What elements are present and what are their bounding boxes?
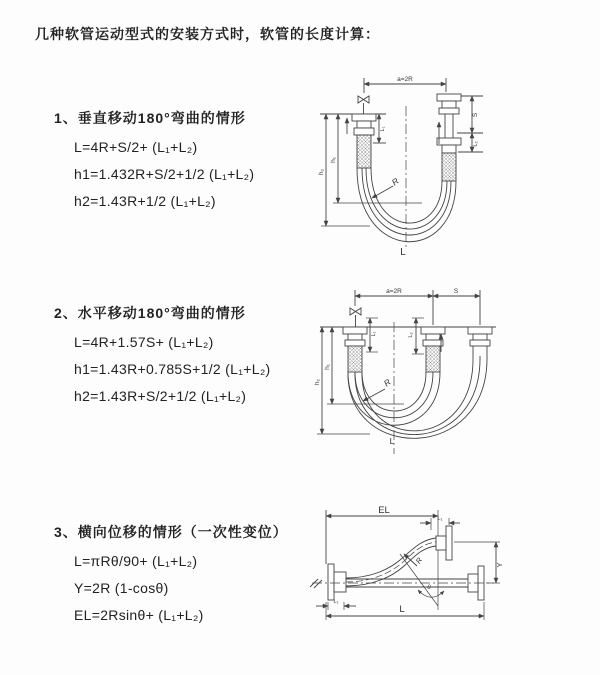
section1-heading: 1、垂直移动180°弯曲的情形 <box>54 110 246 126</box>
hose-inner-wall <box>371 168 442 223</box>
formula-s1-h1: h1=1.432R+S/2+1/2 (L₁+L₂) <box>74 166 255 182</box>
formula-s2-h2: h2=1.43R+S/2+1/2 (L₁+L₂) <box>74 388 247 404</box>
formula-s1-h2: h2=1.43R+1/2 (L₁+L₂) <box>74 193 216 209</box>
dim-label-el: EL <box>378 505 390 516</box>
formula-s3-el: EL=2Rsinθ+ (L₁+L₂) <box>74 607 204 623</box>
dim-label-l1: L₁ <box>371 331 377 337</box>
dim-label-s: S <box>472 112 479 118</box>
dim-label-theta: θ <box>427 585 431 591</box>
valve-icon <box>358 96 369 103</box>
dim-label-r: R <box>389 175 401 188</box>
dim-label-h1: h₁ <box>330 157 337 163</box>
dim-label-y: Y <box>495 562 504 568</box>
dim-label-h2: h₂ <box>314 378 321 386</box>
braided-hose-section <box>357 135 371 168</box>
braided-hose-section <box>442 153 456 181</box>
diagram-lateral-displacement <box>298 498 600 646</box>
dim-label-l-bottom: L <box>399 604 405 615</box>
formula-s2-l: L=4R+1.57S+ (L₁+L₂) <box>74 334 214 350</box>
flange-plate <box>328 564 334 600</box>
diagram-vertical-180-bend <box>306 68 594 264</box>
dim-label-l2: L₂ <box>408 332 414 338</box>
dim-label-h1: h₁ <box>324 364 331 370</box>
formula-s1-l: L=4R+S/2+ (L₁+L₂) <box>74 139 198 155</box>
s-curve-hose-wall <box>346 538 436 578</box>
page-title: 几种软管运动型式的安装方式时，软管的长度计算： <box>35 26 380 42</box>
dim-label-l1-top: L₁ <box>437 516 443 522</box>
diagram1-linework <box>320 78 483 248</box>
dim-label-l-bottom: L <box>389 436 395 446</box>
formula-s2-h1: h1=1.43R+0.785S+1/2 (L₁+L₂) <box>74 361 271 377</box>
valve-icon <box>350 308 361 315</box>
flange-plate <box>446 526 452 560</box>
dim-label-l1: L₁ <box>380 126 386 132</box>
dim-label-a2r: a=2R <box>386 288 402 295</box>
formula-s3-l: L=πRθ/90+ (L₁+L₂) <box>74 553 198 569</box>
section3-heading: 3、横向位移的情形（一次性变位） <box>54 524 288 540</box>
radius-leader-arrow <box>372 186 393 198</box>
section2-heading: 2、水平移动180°弯曲的情形 <box>54 305 246 321</box>
diagram2-linework <box>317 290 496 454</box>
braided-hose-section <box>348 346 362 372</box>
section2-formulas <box>74 329 271 410</box>
formula-s3-y: Y=2R (1-cosθ) <box>74 580 169 596</box>
dim-label-l2: L₂ <box>473 141 479 147</box>
diagram3-linework <box>310 510 500 620</box>
dim-label-h2: h₂ <box>318 168 325 176</box>
dim-label-r: R <box>381 376 393 389</box>
dim-label-l1-bottom: L₁ <box>333 599 339 605</box>
section3-formulas <box>74 548 204 629</box>
dim-label-r: R <box>413 555 425 566</box>
dim-label-s: S <box>453 288 459 295</box>
section1-formulas <box>74 134 254 215</box>
radius-leader-arrow <box>363 389 385 401</box>
diagram-horizontal-180-bend <box>308 282 596 474</box>
braided-hose-section <box>426 346 440 372</box>
dim-label-a2r: a=2R <box>397 76 413 83</box>
dim-label-l-bottom: L <box>400 247 406 258</box>
